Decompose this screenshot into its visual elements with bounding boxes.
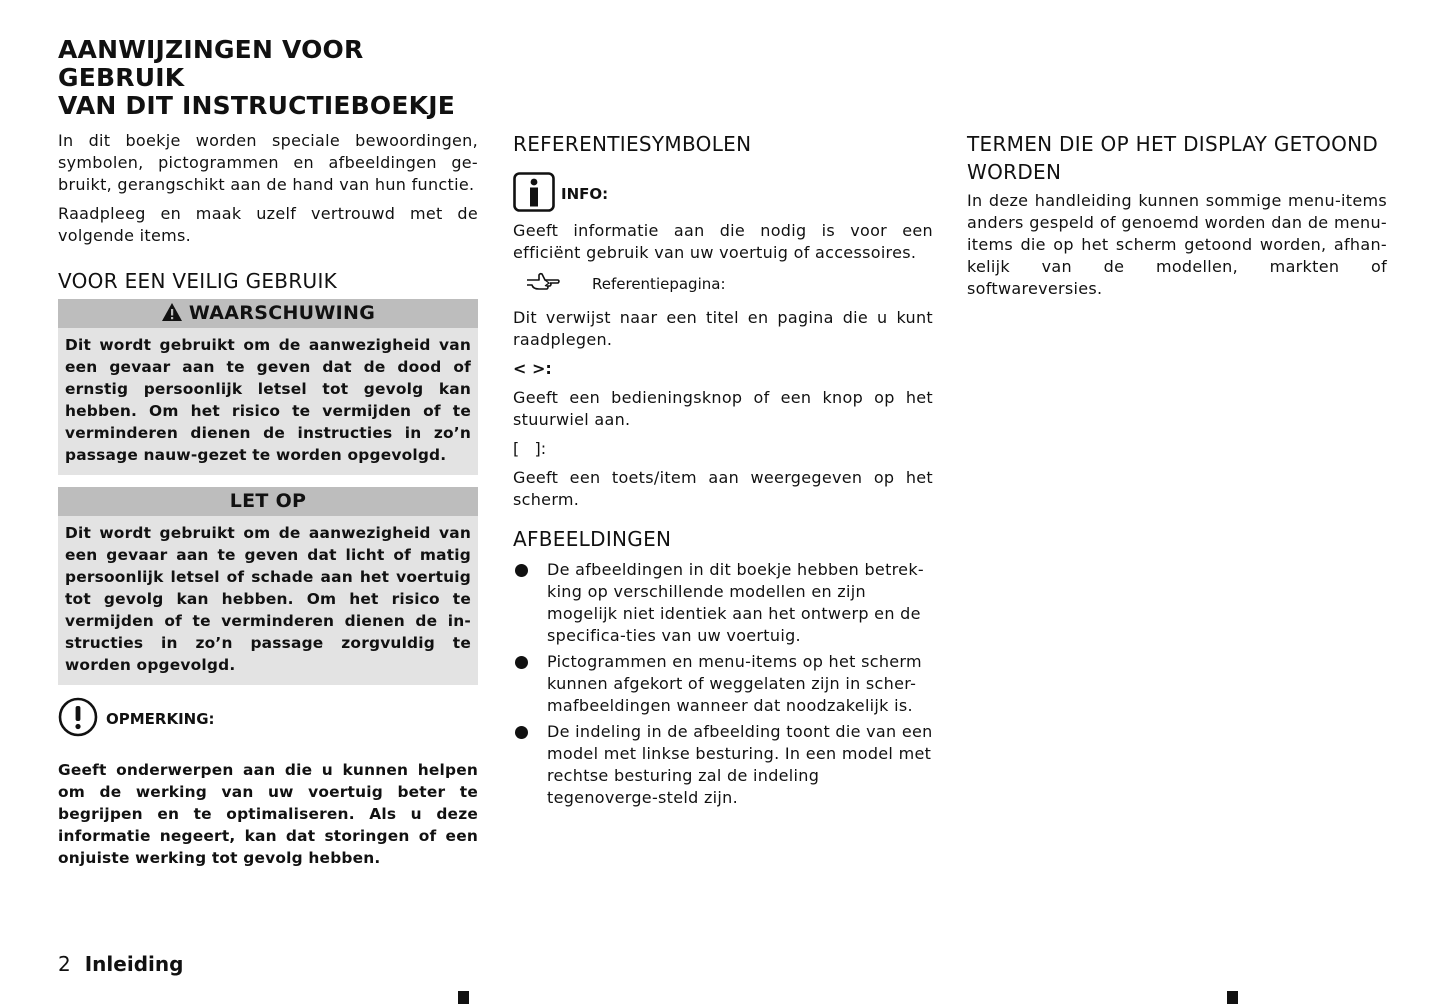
info-label: INFO:: [561, 185, 609, 203]
section-title-images: AFBEELDINGEN: [513, 527, 672, 551]
info-header: [513, 172, 933, 216]
section-title-reference-symbols: REFERENTIESYMBOLEN: [513, 132, 752, 156]
images-bullet-list: [513, 559, 933, 809]
note-text: Geeft onderwerpen aan die u kunnen helpen om de werking van uw voertuig beter te begrijpen en te optimaliseren. Als u deze informatie negeert, kan dat storingen of een onjuiste werking tot gevolg hebben.: [58, 761, 478, 867]
symbol-angle-brackets: < >:: [513, 359, 552, 378]
crop-mark: [458, 991, 469, 1004]
note-label: OPMERKING:: [106, 710, 215, 728]
page-footer: [58, 951, 183, 977]
intro-paragraph-2: Raadpleeg en maak uzelf vertrouwd met de volgende items.: [58, 204, 478, 245]
note-header: [58, 697, 478, 741]
exclamation-circle-icon: [58, 697, 98, 741]
symbol-square-brackets: [ ]:: [513, 439, 547, 458]
reference-page-text: Dit verwijst naar een titel en pagina die u kunt raadplegen.: [513, 308, 933, 349]
crop-mark: [1227, 991, 1238, 1004]
caution-header: LET OP: [58, 487, 478, 516]
list-item: De indeling in de afbeelding toont die van een model met linkse besturing. In een model met rechtse besturing zal de indeling tegenoverge-steld zijn.: [513, 721, 933, 809]
display-terms-text: In deze handleiding kunnen sommige menu-items anders gespeld of genoemd worden dan de menu-items die op het scherm getoond worden, afhan-kelijk van de modellen, markten of softwareversies.: [967, 191, 1387, 298]
info-icon: [513, 172, 555, 216]
page-number: 2: [58, 952, 71, 976]
column-left: [58, 130, 478, 869]
symbol-angle-brackets-text: Geeft een bedieningsknop of een knop op het stuurwiel aan.: [513, 388, 933, 429]
bullet-icon: [515, 726, 528, 739]
warning-header: [58, 299, 478, 328]
column-middle: [513, 130, 933, 813]
chapter-title: Inleiding: [84, 952, 184, 976]
warning-text: Dit wordt gebruikt om de aanwezigheid van een gevaar aan te geven dat de dood of ernstig persoonlijk letsel tot gevolg kan hebben. Om het risico te vermijden of te verminderen dienen de instructies in zo’n passage nauw-gezet te worden opgevolgd.: [65, 336, 471, 464]
warning-label: WAARSCHUWING: [188, 302, 376, 324]
reference-page-label: Referentiepagina:: [592, 275, 726, 293]
section-title-safe-use: VOOR EEN VEILIG GEBRUIK: [58, 269, 338, 293]
column-right: [967, 130, 1387, 307]
list-item: De afbeeldingen in dit boekje hebben betrek-king op verschillende modellen en zijn mogelijk niet identiek aan het ontwerp en de specifica-ties van uw voertuig.: [513, 559, 933, 647]
section-title-display-terms: TERMEN DIE OP HET DISPLAY GETOOND WORDEN: [967, 132, 1379, 184]
reference-page-row: [513, 271, 933, 297]
caution-text: Dit wordt gebruikt om de aanwezigheid van een gevaar aan te geven dat licht of matig persoonlijk letsel of schade aan het voertuig tot gevolg kan hebben. Om het risico te vermijden of te verminderen dienen de in-structies in zo’n passage zorgvuldig te worden opgevolgd.: [65, 524, 471, 674]
bullet-icon: [515, 564, 528, 577]
bullet-icon: [515, 656, 528, 669]
pointing-hand-icon: [525, 271, 592, 297]
list-item: Pictogrammen en menu-items op het scherm kunnen afgekort of weggelaten zijn in scher-mafbeeldingen wanneer dat noodzakelijk is.: [513, 651, 933, 717]
warning-triangle-icon: [161, 302, 183, 331]
warning-box: [58, 299, 478, 475]
intro-paragraph: In dit boekje worden speciale bewoordingen, symbolen, pictogrammen en afbeeldingen ge-bruikt, gerangschikt aan de hand van hun functie.: [58, 131, 478, 194]
page-title: AANWIJZINGEN VOOR GEBRUIK VAN DIT INSTRUCTIEBOEKJE: [58, 35, 455, 120]
info-text: Geeft informatie aan die nodig is voor een efficiënt gebruik van uw voertuig of accessoires.: [513, 221, 933, 262]
caution-box: [58, 487, 478, 685]
symbol-square-brackets-text: Geeft een toets/item aan weergegeven op het scherm.: [513, 468, 933, 509]
